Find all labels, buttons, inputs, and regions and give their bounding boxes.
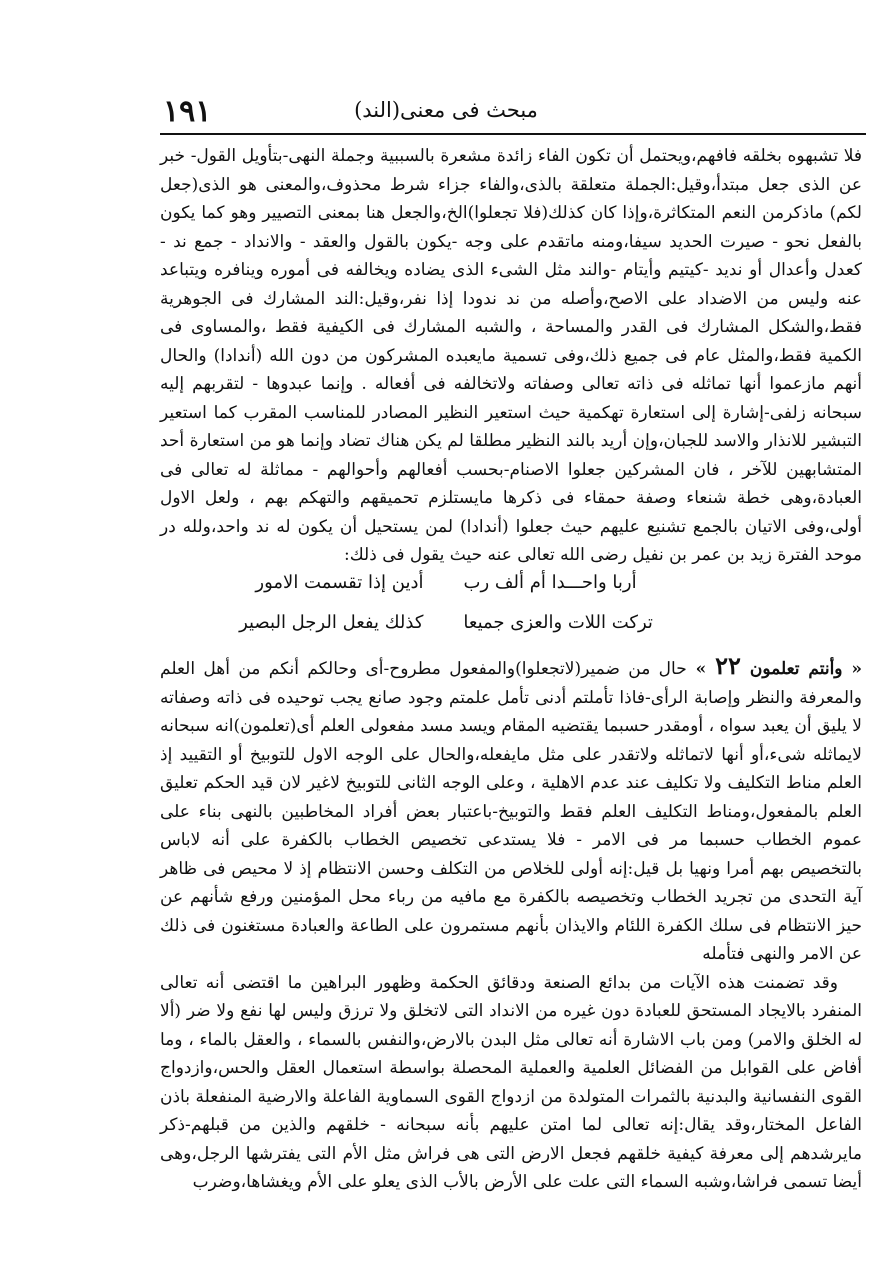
quran-phrase: وأنتم تعلمون	[749, 659, 843, 679]
verse-2-hemistich-2: كذلك يفعل الرجل البصير	[239, 612, 424, 633]
paragraph-1: فلا تشبهوه بخلقه فافهم،ويحتمل أن تكون الفاء زائدة مشعرة بالسببية وجملة النهى-بتأويل القول- خبر عن الذى جعل مبتدأ،وقيل:الجملة متعلقة بالذى،والفاء جزاء شرط محذوف،والمعنى هو الذى(جعل لكم) ماذكرمن النعم المتكاثرة،وإذا كان كذلك(فلا تجعلوا)الخ،والجعل هنا بمعنى التصيير وهو كما يكون بالفعل نحو - صيرت الحديد سيفا،ومنه ماتقدم على وجه -يكون بالقول والعقد - والانداد - جمع ند - كعدل وأعدال أو نديد -كيتيم وأيتام -والند مثل الشىء الذى يضاده ويخالفه فى أموره وينافره ويتباعد عنه وليس من الاضداد على الاصح،وأصله من ند ندودا إذا نفر،وقيل:الند المشارك فى الجوهرية فقط،والشكل المشارك فى القدر والمساحة ، والشبه المشارك فى الكيفية فقط ،والمساوى فى الكمية فقط،والمثل عام فى جميع ذلك،وفى تسمية مايعبده المشركون من دون الله (أندادا) والحال أنهم مازعموا أنها تماثله فى ذاته تعالى وصفاته ولاتخالفه فى أفعاله . وإنما عبدوها - لتقربهم إليه سبحانه زلفى-إشارة إلى استعارة تهكمية حيث استعير النظير المصادر للمناسب المقرب كما استعير التبشير للانذار والاسد للجبان،وإن أريد بالند النظير مطلقا لم يكن هناك تضاد وإنما هو من استعارة أحد المتشابهين للآخر ، فان المشركين جعلوا الاصنام-بحسب أفعالهم وأحوالهم - مماثلة له تعالى فى العبادة،وهى خطة شنعاء وصفة حمقاء فى ذكرها مايستلزم تحميقهم والتهكم بهم ، ولعل الاول أولى،وفى الاتيان بالجمع تشنيع عليهم حيث جعلوا (أندادا) لمن يستحيل أن يكون له ند واحد،ولله در موحد الفترة زيد بن عمر بن نفيل رضى الله تعالى عنه حيث يقول فى ذلك:	[160, 146, 862, 565]
verse-line-1	[0, 572, 892, 593]
commentary-block	[160, 652, 862, 1197]
page-number: ١٩١	[163, 94, 212, 129]
verse-1-hemistich-1: أربا واحـــدا أم ألف رب	[463, 572, 637, 593]
verse-line-2	[0, 612, 892, 633]
quran-verse-marker: « وأنتم تعلمون ٢٢ »	[686, 651, 863, 680]
paragraph-3: وقد تضمنت هذه الآيات من بدائع الصنعة ودقائق الحكمة وظهور البراهين ما اقتضى أنه تعالى المنفرد بالايجاد المستحق للعبادة دون غيره من الانداد التى لاتخلق ولا ترزق وليس لها نفع ولا ضر (ألا له الخلق والامر) ومن باب الاشارة أنه تعالى مثل البدن بالارض،والنفس بالسماء ، والعقل بالماء ، وما أفاض على القوابل من الفضائل العلمية والعملية المحصلة بواسطة استعمال العقل والحس،وازدواج القوى النفسانية والبدنية بالثمرات المتولدة من ازدواج القوى السماوية الفاعلة والارضية المنفعلة باذن الفاعل المختار،وقد يقال:إنه تعالى لما امتن عليهم بأنه سبحانه - خلقهم والذين من قبلهم-ذكر مايرشدهم إلى معرفة كيفية خلقهم فجعل الارض التى هى فراش مثل الأم التى يفترشها الرجل،وهى أيضا تسمى فراشا،وشبه السماء التى علت على الأرض بالأب الذى يعلو على الأم ويغشاها،وضرب	[160, 972, 862, 1192]
section-title: مبحث فى معنى(الند)	[354, 98, 538, 122]
header-rule	[160, 133, 866, 135]
quran-verse-number: ٢٢	[715, 651, 741, 680]
verse-1-hemistich-2: أدين إذا تقسمت الامور	[255, 572, 424, 593]
paragraph-2: حال من ضمير(لاتجعلوا)والمفعول مطروح-أى وحالكم أنكم من أهل العلم والمعرفة والنظر وإصابة الرأى-فاذا تأملتم أدنى تأمل علمتم وجود صانع يجب توحيده فى ذاته وصفاته لا يليق أن يعبد سواه ، أومقدر حسبما يقتضيه المقام ويسد مسد مفعولى العلم أى(تعلمون)انه سبحانه لايماثله شىء،أو أنها لاتماثله ولاتقدر على مثل مايفعله،والحال على الوجه الاول للتوبيخ أو التقييد إذ العلم مناط التكليف ولا تكليف عند عدم الاهلية ، وعلى الوجه الثانى للتوبيخ لاغير لان قيد الحكم تعليق العلم بالمفعول،ومناط التكليف العلم فقط والتوبيخ-باعتبار بعض أفراد المخاطبين بالنهى بناء على عموم الخطاب حسبما مر فى الامر - فلا يستدعى تخصيص الخطاب بالكفرة على أنه لاباس بالتخصيص بهم أمرا ونهيا بل قيل:إنه أولى للخلاص من التكلف وحسن الانتظام إذ لا محيص فى ظاهر آية التحدى من تجريد الخطاب وتخصيصه بالكفرة مع مافيه من رباء محل المؤمنين ورفع شأنهم عن حيز الانتظام فى سلك الكفرة اللئام والايذان بأنهم مستمرون على الطاعة والعبادة مستغنون فى ذلك عن الامر والنهى فتأمله	[160, 659, 862, 964]
verse-2-hemistich-1: تركت اللات والعزى جميعا	[463, 612, 653, 633]
